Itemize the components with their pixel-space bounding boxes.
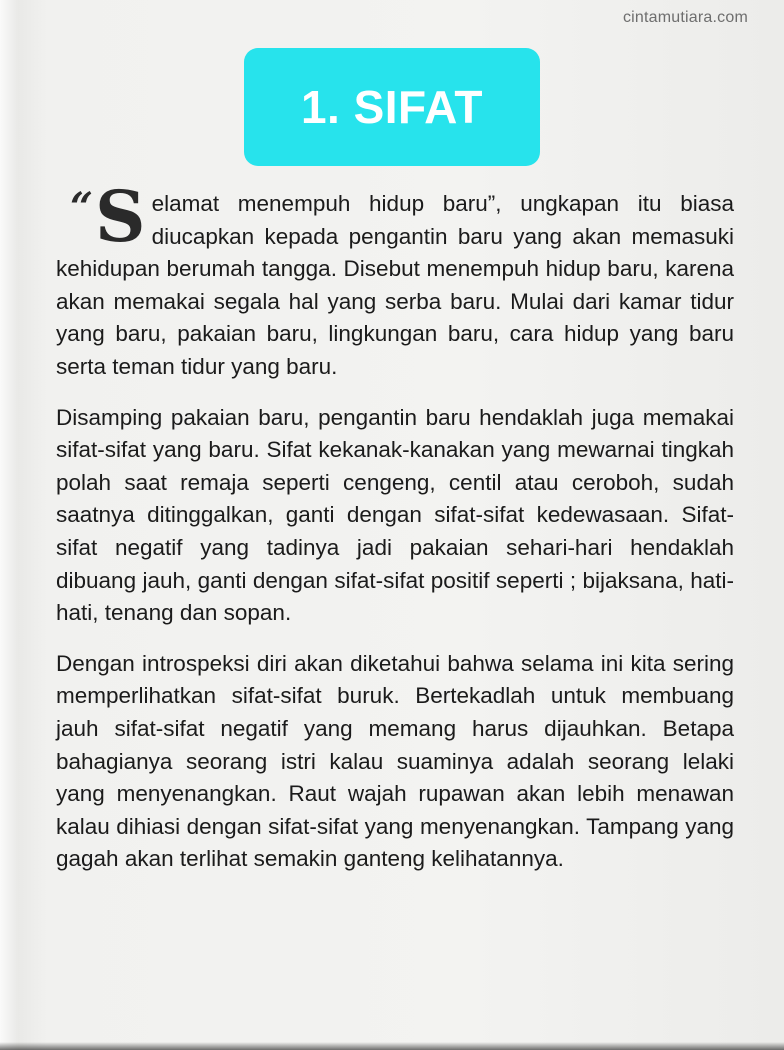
article-body	[56, 175, 734, 894]
title-box	[244, 48, 540, 166]
page-title: 1. SIFAT	[300, 81, 484, 133]
paragraph-3: Dengan introspeksi diri akan diketahui bahwa selama ini kita sering memperlihatkan sifat-sifat buruk. Bertekadlah untuk membuang jauh sifat-sifat negatif yang memang harus dijauhkan. Betapa bahagianya seorang istri kalau suaminya adalah seorang lelaki yang menyenangkan. Raut wajah rupawan akan lebih menawan kalau dihiasi dengan sifat-sifat yang menyenangkan. Tampang yang gagah akan terlihat semakin ganteng kelihatannya.	[56, 650, 734, 872]
watermark: cintamutiara.com	[622, 9, 748, 26]
paragraph-1	[56, 175, 734, 384]
opening-quote: “	[70, 184, 94, 231]
page-bottom-shadow	[0, 1042, 784, 1050]
dropcap-letter: S	[95, 175, 146, 258]
paragraph-1-text: elamat menempuh hidup baru”, ungkapan itu biasa diucapkan kepada pengantin baru yang akan memasuki kehidupan berumah tangga. Disebut menempuh hidup baru, karena akan memakai segala hal yang serba baru. Mulai dari kamar tidur yang baru, pakaian baru, lingkungan baru, cara hidup yang baru serta teman tidur yang baru.	[56, 191, 734, 379]
dropcap-block	[70, 175, 146, 258]
page-binding-edge	[0, 0, 18, 1050]
paragraph-2: Disamping pakaian baru, pengantin baru hendaklah juga memakai sifat-sifat yang baru. Sifat kekanak-kanakan yang mewarnai tingkah polah saat remaja seperti cengeng, centil atau ceroboh, sudah saatnya ditinggalkan, ganti dengan sifat-sifat kedewasaan. Sifat-sifat negatif yang tadinya jadi pakaian sehari-hari hendaklah dibuang jauh, ganti dengan sifat-sifat positif seperti ; bijaksana, hati-hati, tenang dan sopan.	[56, 404, 734, 626]
